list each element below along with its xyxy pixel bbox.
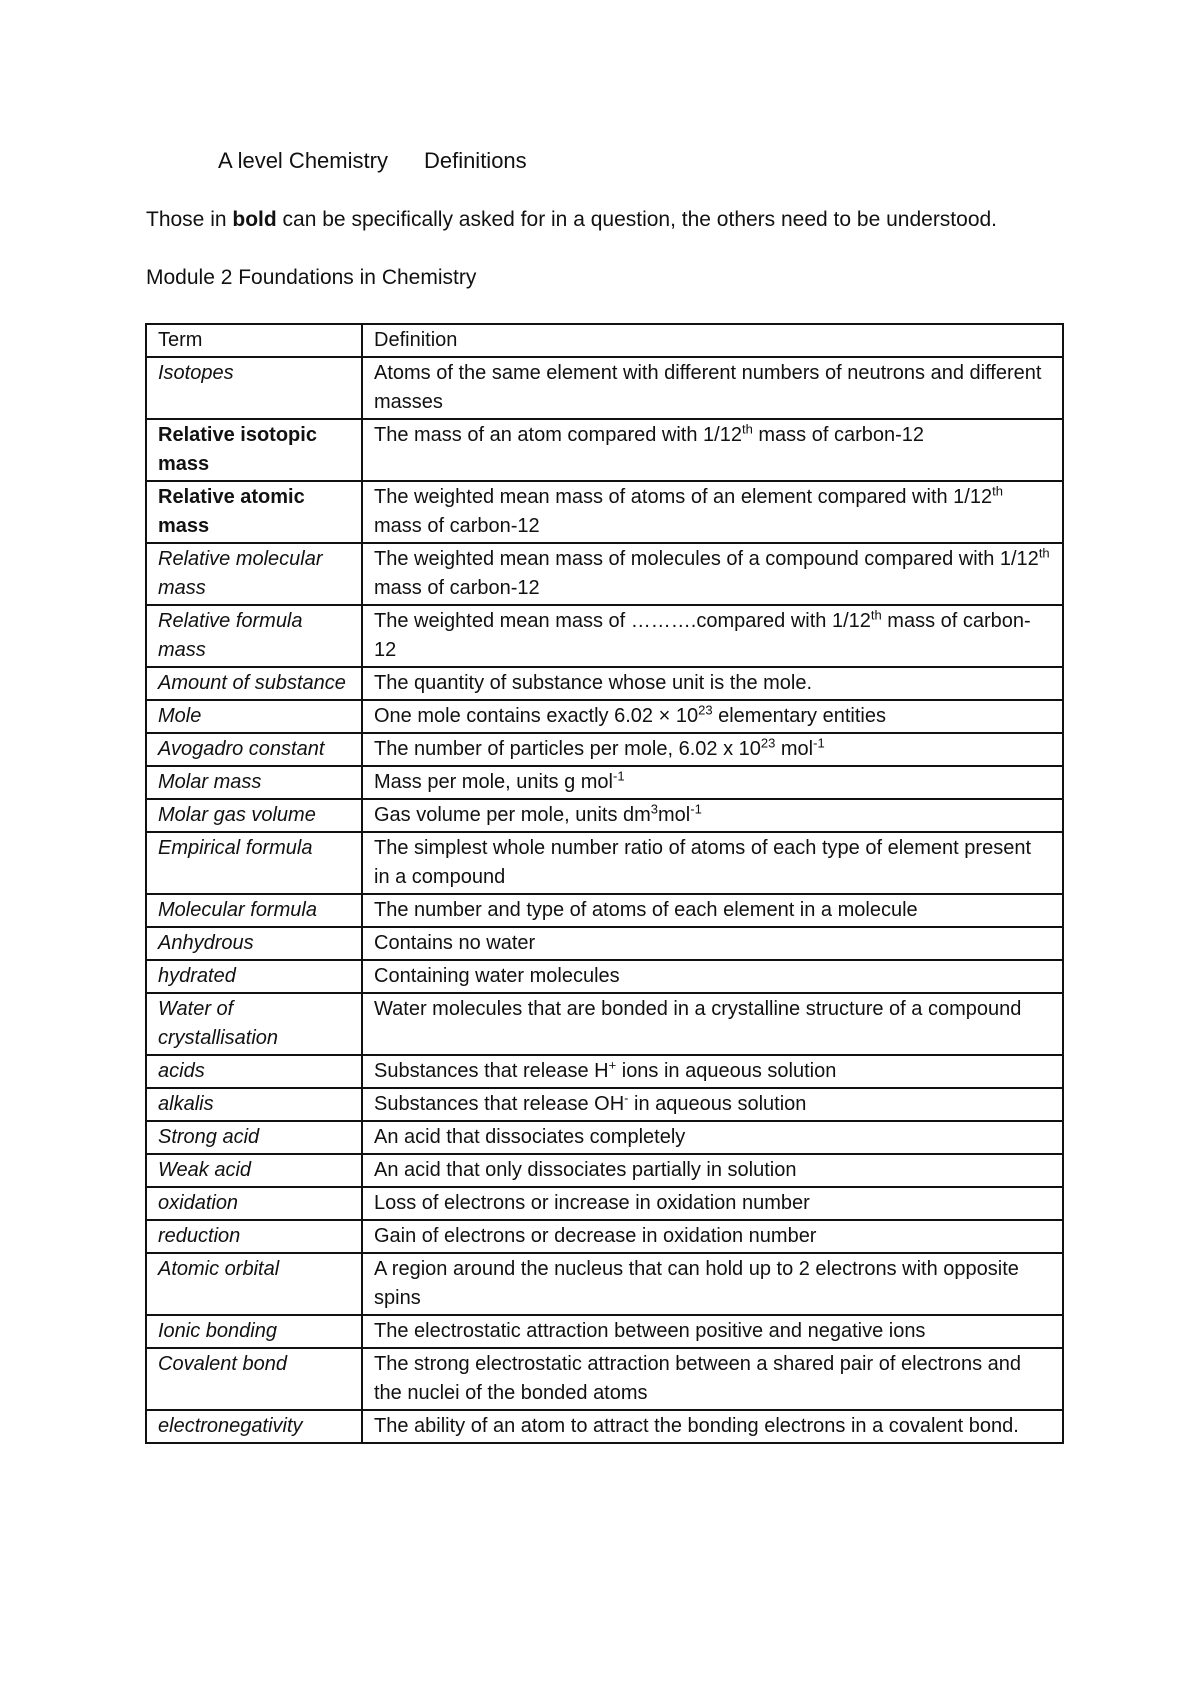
term-cell: Mole [146,700,362,733]
intro-note [146,208,997,232]
definition-cell: The weighted mean mass of ……….compared with 1/12th mass of carbon-12 [362,605,1063,667]
definition-cell: The weighted mean mass of molecules of a compound compared with 1/12th mass of carbon-12 [362,543,1063,605]
term-cell: Strong acid [146,1121,362,1154]
term-cell: Molar gas volume [146,799,362,832]
table-row [146,894,1063,927]
table-row [146,1253,1063,1315]
term-cell: Amount of substance [146,667,362,700]
table-row [146,927,1063,960]
definition-cell: The quantity of substance whose unit is the mole. [362,667,1063,700]
definition-cell: Mass per mole, units g mol$^{-1}$ [362,766,1063,799]
definition-cell: Containing water molecules [362,960,1063,993]
table-row [146,543,1063,605]
module-heading: Module 2 Foundations in Chemistry [146,266,477,289]
term-cell: hydrated [146,960,362,993]
term-cell: Empirical formula [146,832,362,894]
term-cell: Weak acid [146,1154,362,1187]
term-cell: alkalis [146,1088,362,1121]
table-row [146,766,1063,799]
table-row [146,799,1063,832]
table-row [146,605,1063,667]
term-cell: Covalent bond [146,1348,362,1410]
definition-cell: The electrostatic attraction between positive and negative ions [362,1315,1063,1348]
term-cell: Molar mass [146,766,362,799]
table-row [146,700,1063,733]
definition-cell: One mole contains exactly $6.02 \times 10^{23}$ elementary entities [362,700,1063,733]
definition-cell: Atoms of the same element with different numbers of neutrons and different masses [362,357,1063,419]
definition-cell: The ability of an atom to attract the bonding electrons in a covalent bond. [362,1410,1063,1443]
definitions-table [145,323,1064,1444]
term-cell: Relative atomic mass [146,481,362,543]
definition-cell: Gain of electrons or decrease in oxidation number [362,1220,1063,1253]
term-cell: Ionic bonding [146,1315,362,1348]
table-row [146,667,1063,700]
term-cell: Avogadro constant [146,733,362,766]
table-row [146,1055,1063,1088]
term-cell: Relative molecular mass [146,543,362,605]
definition-cell: Substances that release OH- in aqueous solution [362,1088,1063,1121]
document-title [218,148,527,174]
term-cell: oxidation [146,1187,362,1220]
term-cell: acids [146,1055,362,1088]
course-title: A level Chemistry [218,148,388,173]
definition-cell: Loss of electrons or increase in oxidation number [362,1187,1063,1220]
definition-cell: The strong electrostatic attraction between a shared pair of electrons and the nuclei of the bonded atoms [362,1348,1063,1410]
definition-cell: An acid that dissociates completely [362,1121,1063,1154]
term-cell: Anhydrous [146,927,362,960]
definition-cell: A region around the nucleus that can hold up to 2 electrons with opposite spins [362,1253,1063,1315]
intro-text-start: Those in [146,208,233,231]
term-cell: Molecular formula [146,894,362,927]
table-row [146,357,1063,419]
table-row [146,481,1063,543]
header-term: Term [146,324,362,357]
term-cell: Water of crystallisation [146,993,362,1055]
table-row [146,993,1063,1055]
definitions-table-body [146,324,1063,1443]
intro-text-end: can be specifically asked for in a question, the others need to be understood. [276,208,998,231]
table-row [146,960,1063,993]
definition-cell: Substances that release H+ ions in aqueous solution [362,1055,1063,1088]
term-cell: reduction [146,1220,362,1253]
table-header-row [146,324,1063,357]
definition-cell: The number of particles per mole, 6.02 x $10^{23}$ mol$^{-1}$ [362,733,1063,766]
definition-cell: The number and type of atoms of each element in a molecule [362,894,1063,927]
table-row [146,1410,1063,1443]
table-row [146,1220,1063,1253]
section-title: Definitions [423,148,527,173]
table-row [146,1088,1063,1121]
definition-cell: Gas volume per mole, units $dm^3mol^{-1}$ [362,799,1063,832]
table-row [146,1154,1063,1187]
term-cell: Relative formula mass [146,605,362,667]
definition-cell: Contains no water [362,927,1063,960]
table-row [146,1315,1063,1348]
table-row [146,1121,1063,1154]
definition-cell: An acid that only dissociates partially in solution [362,1154,1063,1187]
table-row [146,1348,1063,1410]
header-definition: Definition [362,324,1063,357]
definition-cell: Water molecules that are bonded in a crystalline structure of a compound [362,993,1063,1055]
table-row [146,733,1063,766]
term-cell: Relative isotopic mass [146,419,362,481]
term-cell: Isotopes [146,357,362,419]
table-row [146,1187,1063,1220]
definition-cell: The weighted mean mass of atoms of an element compared with 1/12th mass of carbon-12 [362,481,1063,543]
term-cell: electronegativity [146,1410,362,1443]
definition-cell: The mass of an atom compared with 1/12th mass of carbon-12 [362,419,1063,481]
intro-bold-word: bold [232,208,277,231]
term-cell: Atomic orbital [146,1253,362,1315]
table-row [146,832,1063,894]
definition-cell: The simplest whole number ratio of atoms of each type of element present in a compound [362,832,1063,894]
table-row [146,419,1063,481]
